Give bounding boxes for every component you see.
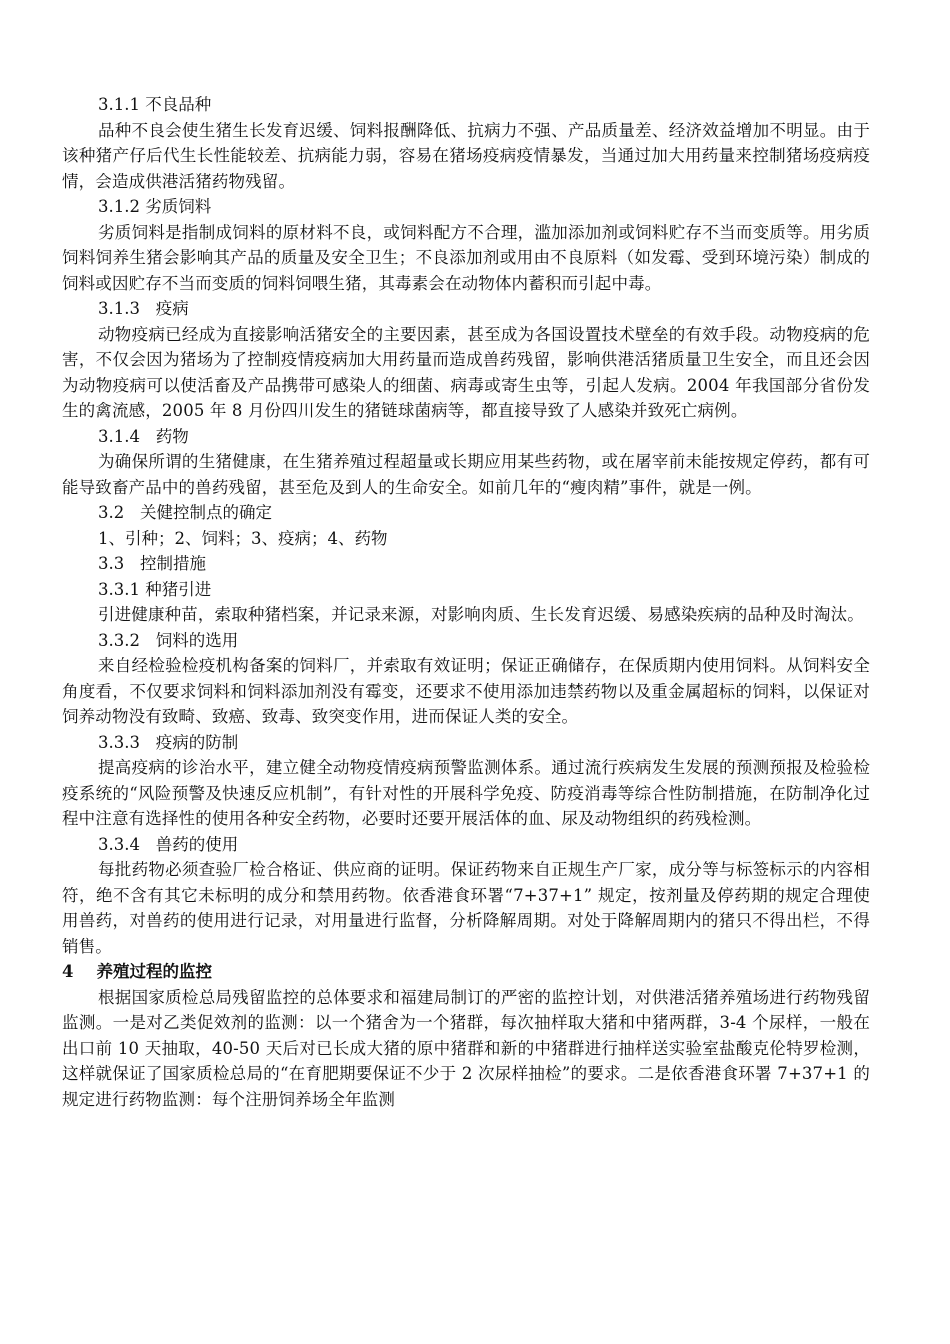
section-heading-3-3: 3.3 控制措施 [98,554,206,573]
section-body-3-3-1: 引进健康种苗，索取种猪档案，并记录来源，对影响肉质、生长发育迟缓、易感染疾病的品种及时淘汰。 [98,605,864,624]
section-heading-3-3-4: 3.3.4 兽药的使用 [98,834,239,854]
section-body-4: 根据国家质检总局残留监控的总体要求和福建局制订的严密的监控计划，对供港活猪养殖场进行药物残留监测。一是对乙类促效剂的监测：以一个猪舍为一个猪群，每次抽样取大猪和中猪两群，3-4 个尿样，一般在出口前 10 天抽取，40-50 天后对已长成大猪的原中猪群和新的中猪群进行抽样送实验室盐酸克伦特罗检测，这样就保证了国家质检总局的“在育肥期要保证不少于 2 次尿样抽检”的要求。二是依香港食环署 7+37+1 的规定进行药物监测：每个注册饲养场全年监测 [62,987,870,1109]
section-heading-3-2: 3.2 关健控制点的确定 [98,503,272,522]
section-body-3-2: 1、引种；2、饲料；3、疫病；4、药物 [98,528,388,548]
section-heading-3-1-2: 3.1.2 劣质饲料 [98,197,212,216]
section-heading-4: 4 养殖过程的监控 [62,962,212,981]
section-body-3-3-2: 来自经检验检疫机构备案的饲料厂，并索取有效证明；保证正确储存，在保质期内使用饲料。从饲料安全角度看，不仅要求饲料和饲料添加剂没有霉变，还要求不使用添加违禁药物以及重金属超标的饲料，以保证对饲养动物没有致畸、致癌、致毒、致突变作用，进而保证人类的安全。 [62,656,870,726]
section-heading-3-1-1: 3.1.1 不良品种 [98,95,212,114]
section-body-3-3-4: 每批药物必须查验厂检合格证、供应商的证明。保证药物来自正规生产厂家，成分等与标签标示的内容相符，绝不含有其它未标明的成分和禁用药物。依香港食环署“7+37+1” 规定，按剂量及停药期的规定合理使用兽药，对兽药的使用进行记录，对用量进行监督，分析降解周期。对处于降解周期内的猪只不得出栏，不得销售。 [62,860,870,956]
section-heading-3-3-3: 3.3.3 疫病的防制 [98,732,239,752]
section-body-3-1-1: 品种不良会使生猪生长发育迟缓、饲料报酬降低、抗病力不强、产品质量差、经济效益增加不明显。由于该种猪产仔后代生长性能较差、抗病能力弱，容易在猪场疫病疫情暴发，当通过加大用药量来控制猪场疫病疫情，会造成供港活猪药物残留。 [62,120,870,191]
document-page [62,92,870,1112]
section-heading-3-3-1: 3.3.1 种猪引进 [98,579,212,599]
section-body-3-1-4: 为确保所谓的生猪健康，在生猪养殖过程超量或长期应用某些药物，或在屠宰前未能按规定停药，都有可能导致畜产品中的兽药残留，甚至危及到人的生命安全。如前几年的“瘦肉精”事件，就是一例。 [62,452,870,497]
section-heading-3-1-3: 3.1.3 疫病 [98,299,189,318]
section-heading-3-3-2: 3.3.2 饲料的选用 [98,630,239,650]
section-body-3-1-2: 劣质饲料是指制成饲料的原材料不良，或饲料配方不合理，滥加添加剂或饲料贮存不当而变质等。用劣质饲料饲养生猪会影响其产品的质量及安全卫生；不良添加剂或用由不良原料（如发霉、受到环境污染）制成的饲料或因贮存不当而变质的饲料饲喂生猪，其毒素会在动物体内蓄积而引起中毒。 [62,222,870,293]
section-body-3-1-3: 动物疫病已经成为直接影响活猪安全的主要因素，甚至成为各国设置技术壁垒的有效手段。动物疫病的危害，不仅会因为猪场为了控制疫情疫病加大用药量而造成兽药残留，影响供港活猪质量卫生安全，而且还会因为动物疫病可以使活畜及产品携带可感染人的细菌、病毒或寄生虫等，引起人发病。2004 年我国部分省份发生的禽流感，2005 年 8 月份四川发生的猪链球菌病等，都直接导致了人感染并致死亡病例。 [62,324,870,420]
section-body-3-3-3: 提高疫病的诊治水平，建立健全动物疫情疫病预警监测体系。通过流行疾病发生发展的预测预报及检验检疫系统的“风险预警及快速反应机制”，有针对性的开展科学免疫、防疫消毒等综合性防制措施，在防制净化过程中注意有选择性的使用各种安全药物，必要时还要开展活体的血、尿及动物组织的药残检测。 [62,758,870,828]
section-heading-3-1-4: 3.1.4 药物 [98,426,189,446]
